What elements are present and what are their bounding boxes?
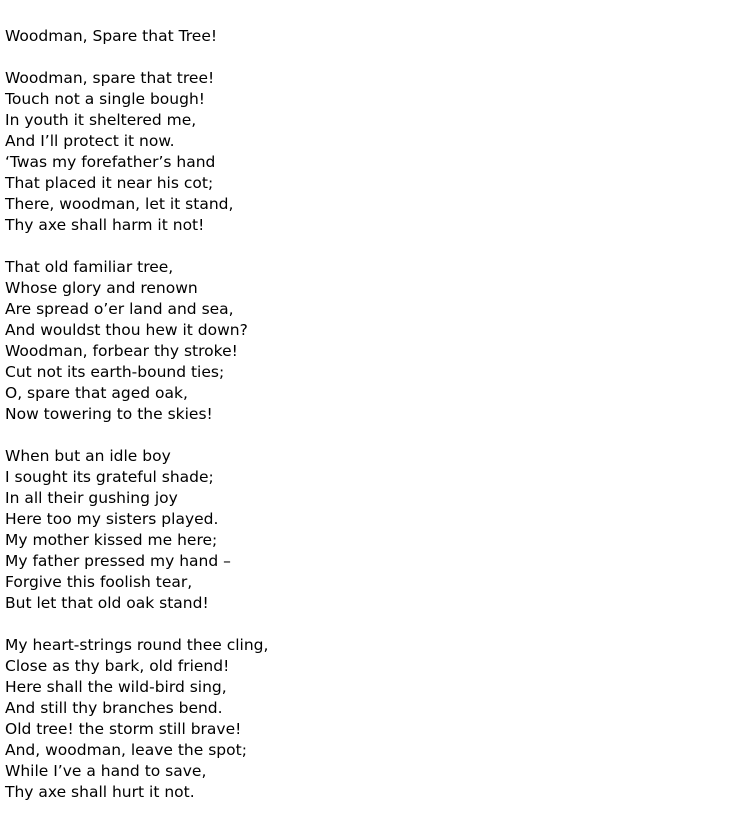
poem-line: While I’ve a hand to save, <box>5 762 207 780</box>
poem-line: Old tree! the storm still brave! <box>5 720 242 738</box>
poem-line: Cut not its earth-bound ties; <box>5 363 225 381</box>
poem-line: But let that old oak stand! <box>5 594 209 612</box>
poem-line: Thy axe shall hurt it not. <box>5 783 195 801</box>
poem-line: Whose glory and renown <box>5 279 198 297</box>
stanza-1 <box>5 68 750 236</box>
poem-line: Woodman, forbear thy stroke! <box>5 342 238 360</box>
poem-title: Woodman, Spare that Tree! <box>5 27 218 45</box>
poem-line: Now towering to the skies! <box>5 405 213 423</box>
poem-line: And still thy branches bend. <box>5 699 223 717</box>
poem-line: ‘Twas my forefather’s hand <box>5 153 216 171</box>
poem-line: Forgive this foolish tear, <box>5 573 193 591</box>
poem-line: O, spare that aged oak, <box>5 384 188 402</box>
poem-line: There, woodman, let it stand, <box>5 195 234 213</box>
stanza-4 <box>5 635 750 803</box>
poem-line: That placed it near his cot; <box>5 174 214 192</box>
stanza-2 <box>5 257 750 425</box>
poem-line: Touch not a single bough! <box>5 90 205 108</box>
poem-line: And, woodman, leave the spot; <box>5 741 247 759</box>
poem-line: Here too my sisters played. <box>5 510 219 528</box>
poem-line: My mother kissed me here; <box>5 531 218 549</box>
poem-line: And wouldst thou hew it down? <box>5 321 248 339</box>
poem-line: My father pressed my hand – <box>5 552 231 570</box>
poem-line: Thy axe shall harm it not! <box>5 216 205 234</box>
poem-line: I sought its grateful shade; <box>5 468 214 486</box>
poem-line: That old familiar tree, <box>5 258 174 276</box>
poem-line: Are spread o’er land and sea, <box>5 300 234 318</box>
poem-line: My heart-strings round thee cling, <box>5 636 269 654</box>
poem-line: In all their gushing joy <box>5 489 178 507</box>
poem-line: In youth it sheltered me, <box>5 111 197 129</box>
poem-line: And I’ll protect it now. <box>5 132 175 150</box>
poem-line: Woodman, spare that tree! <box>5 69 215 87</box>
poem-line: Here shall the wild-bird sing, <box>5 678 227 696</box>
stanza-3 <box>5 446 750 614</box>
poem-line: When but an idle boy <box>5 447 171 465</box>
poem-line: Close as thy bark, old friend! <box>5 657 230 675</box>
